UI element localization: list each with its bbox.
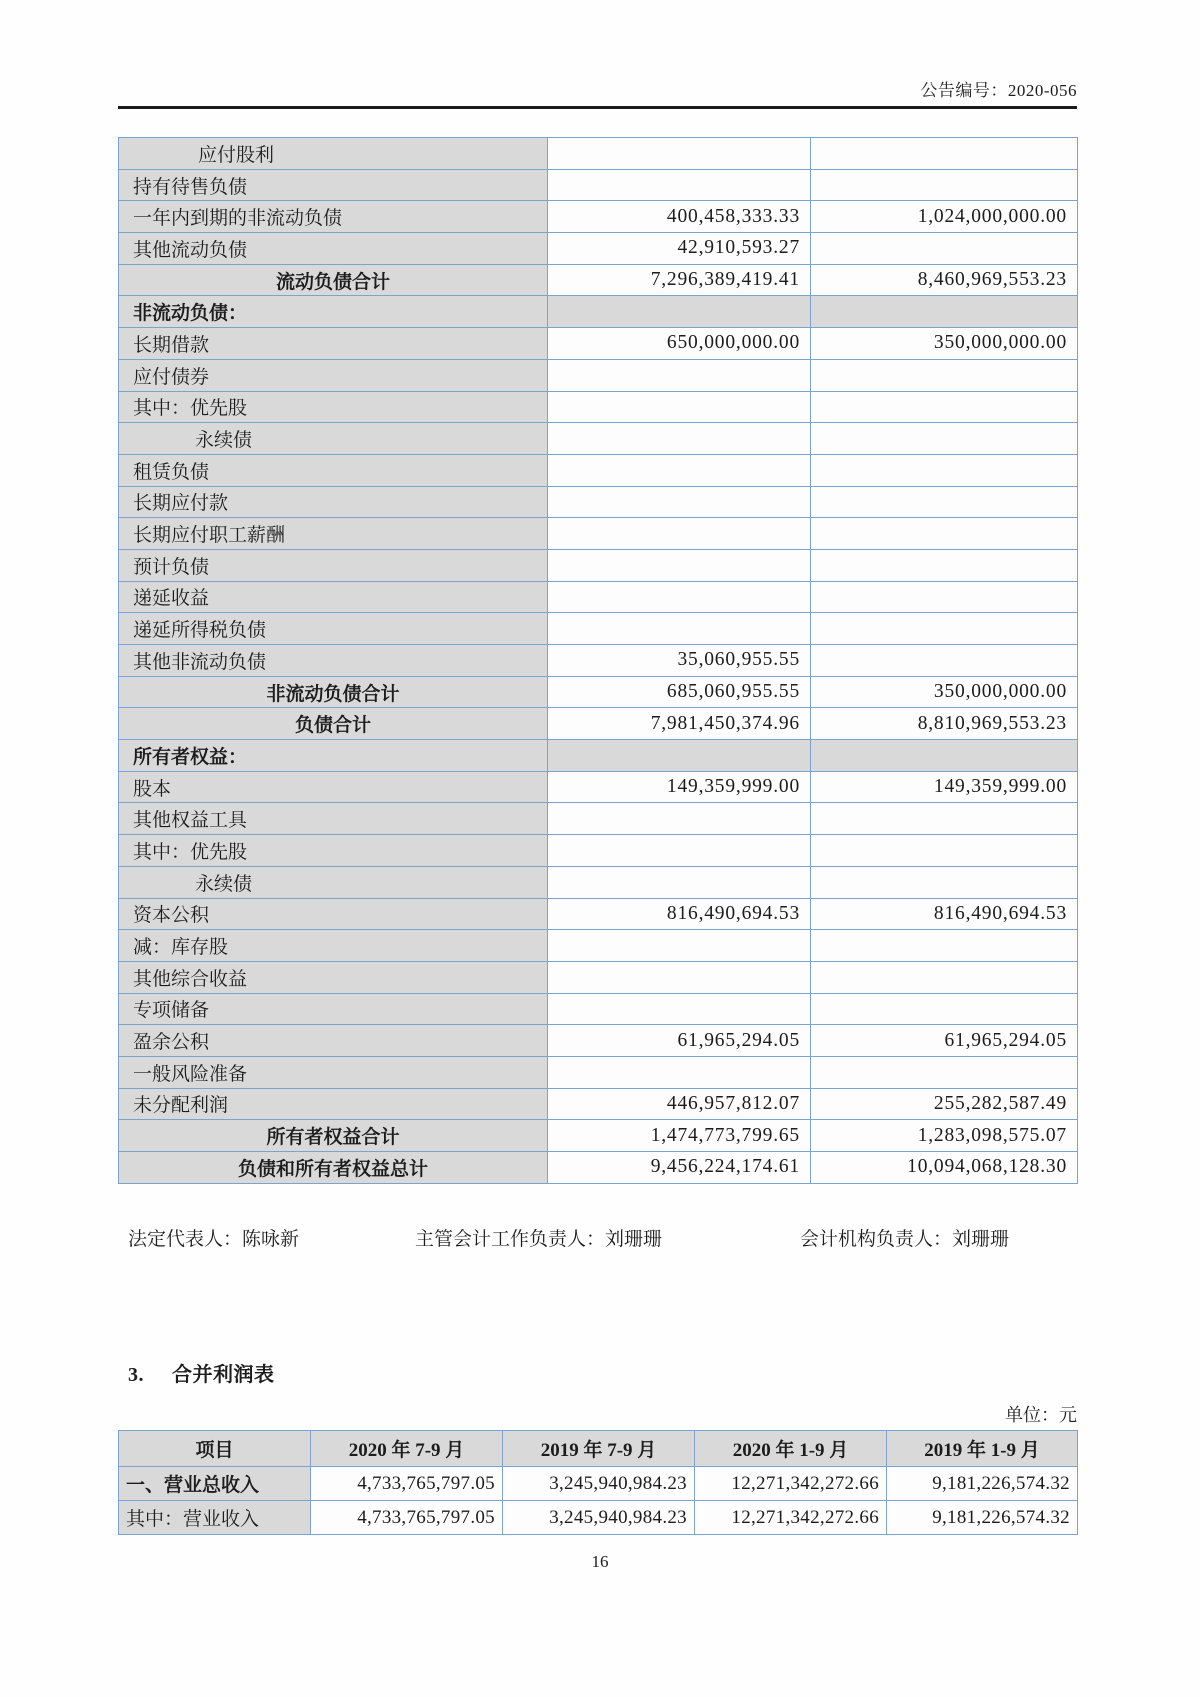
income-statement-body	[119, 1467, 1078, 1535]
value-cell	[548, 930, 811, 962]
row-label-cell: 非流动负债：	[119, 296, 548, 328]
accounting-head: 会计机构负责人：刘珊珊	[800, 1229, 1010, 1250]
value-cell: 816,490,694.53	[548, 898, 811, 930]
value-cell: 255,282,587.49	[811, 1088, 1078, 1120]
value-cell	[811, 391, 1078, 423]
row-label-cell: 所有者权益：	[119, 740, 548, 772]
value-cell	[548, 518, 811, 550]
value-cell	[548, 169, 811, 201]
balance-sheet-table	[118, 137, 1078, 1184]
value-cell: 7,981,450,374.96	[548, 708, 811, 740]
header-divider	[118, 106, 1077, 109]
value-cell	[811, 169, 1078, 201]
value-cell: 816,490,694.53	[811, 898, 1078, 930]
row-label-cell: 其他综合收益	[119, 961, 548, 993]
column-header-cell: 2020 年 7-9 月	[311, 1431, 503, 1467]
table-row	[119, 328, 1078, 360]
income-statement-header-row	[119, 1431, 1078, 1467]
value-cell	[548, 454, 811, 486]
section-heading	[128, 1358, 275, 1387]
table-row	[119, 454, 1078, 486]
value-cell	[548, 138, 811, 170]
value-cell	[811, 233, 1078, 265]
row-label-cell: 所有者权益合计	[119, 1120, 548, 1152]
section-number: 3.	[128, 1364, 144, 1386]
value-cell	[548, 961, 811, 993]
page-number: 16	[591, 1552, 609, 1571]
row-label-cell: 永续债	[119, 866, 548, 898]
value-cell: 61,965,294.05	[811, 1025, 1078, 1057]
table-row	[119, 993, 1078, 1025]
column-header-cell: 2019 年 7-9 月	[503, 1431, 695, 1467]
row-label-cell: 非流动负债合计	[119, 676, 548, 708]
row-label-cell: 递延所得税负债	[119, 613, 548, 645]
table-row	[119, 1088, 1078, 1120]
table-row	[119, 803, 1078, 835]
section-title: 合并利润表	[172, 1364, 275, 1386]
value-cell: 9,181,226,574.32	[887, 1501, 1078, 1535]
value-cell	[548, 486, 811, 518]
unit-label: 单位：元	[1005, 1405, 1077, 1425]
value-cell	[548, 296, 811, 328]
row-label-cell: 长期应付款	[119, 486, 548, 518]
value-cell: 350,000,000.00	[811, 328, 1078, 360]
row-label-cell: 一、营业总收入	[119, 1467, 311, 1501]
row-label-cell: 资本公积	[119, 898, 548, 930]
value-cell	[811, 486, 1078, 518]
table-row	[119, 835, 1078, 867]
table-row	[119, 1120, 1078, 1152]
value-cell	[548, 740, 811, 772]
income-statement-table	[118, 1430, 1078, 1535]
row-label-cell: 长期借款	[119, 328, 548, 360]
value-cell: 35,060,955.55	[548, 645, 811, 677]
table-row	[119, 708, 1078, 740]
table-row	[119, 613, 1078, 645]
value-cell: 400,458,333.33	[548, 201, 811, 233]
value-cell: 10,094,068,128.30	[811, 1152, 1078, 1184]
row-label-cell: 应付债券	[119, 359, 548, 391]
value-cell	[811, 454, 1078, 486]
value-cell	[548, 866, 811, 898]
table-row	[119, 930, 1078, 962]
value-cell	[548, 549, 811, 581]
table-row	[119, 771, 1078, 803]
value-cell	[811, 613, 1078, 645]
value-cell: 149,359,999.00	[548, 771, 811, 803]
row-label-cell: 负债和所有者权益总计	[119, 1152, 548, 1184]
row-label-cell: 其他权益工具	[119, 803, 548, 835]
value-cell: 8,460,969,553.23	[811, 264, 1078, 296]
table-row	[119, 359, 1078, 391]
value-cell: 685,060,955.55	[548, 676, 811, 708]
value-cell: 7,296,389,419.41	[548, 264, 811, 296]
row-label-cell: 一年内到期的非流动负债	[119, 201, 548, 233]
table-row	[119, 1467, 1078, 1501]
table-row	[119, 423, 1078, 455]
value-cell: 650,000,000.00	[548, 328, 811, 360]
value-cell	[811, 803, 1078, 835]
value-cell: 1,283,098,575.07	[811, 1120, 1078, 1152]
value-cell	[811, 993, 1078, 1025]
table-row	[119, 645, 1078, 677]
row-label-cell: 其中：优先股	[119, 391, 548, 423]
row-label-cell: 盈余公积	[119, 1025, 548, 1057]
value-cell	[811, 930, 1078, 962]
value-cell	[548, 581, 811, 613]
value-cell	[811, 359, 1078, 391]
table-row	[119, 1501, 1078, 1535]
table-row	[119, 1152, 1078, 1184]
announcement-number: 公告编号：2020-056	[920, 81, 1077, 100]
row-label-cell: 永续债	[119, 423, 548, 455]
value-cell: 3,245,940,984.23	[503, 1467, 695, 1501]
section-row	[119, 740, 1078, 772]
row-label-cell: 其中：营业收入	[119, 1501, 311, 1535]
table-row	[119, 961, 1078, 993]
value-cell	[811, 961, 1078, 993]
table-row	[119, 233, 1078, 265]
table-row	[119, 201, 1078, 233]
value-cell: 42,910,593.27	[548, 233, 811, 265]
table-row	[119, 486, 1078, 518]
table-row	[119, 866, 1078, 898]
value-cell: 4,733,765,797.05	[311, 1501, 503, 1535]
row-label-cell: 持有待售负债	[119, 169, 548, 201]
table-row	[119, 169, 1078, 201]
table-row	[119, 138, 1078, 170]
column-header-cell: 2020 年 1-9 月	[695, 1431, 887, 1467]
value-cell	[548, 391, 811, 423]
value-cell: 9,181,226,574.32	[887, 1467, 1078, 1501]
row-label-cell: 其他非流动负债	[119, 645, 548, 677]
table-row	[119, 518, 1078, 550]
value-cell: 61,965,294.05	[548, 1025, 811, 1057]
value-cell	[811, 296, 1078, 328]
table-row	[119, 676, 1078, 708]
value-cell	[811, 1056, 1078, 1088]
value-cell	[548, 993, 811, 1025]
column-header-cell: 2019 年 1-9 月	[887, 1431, 1078, 1467]
value-cell: 4,733,765,797.05	[311, 1467, 503, 1501]
value-cell: 1,474,773,799.65	[548, 1120, 811, 1152]
value-cell: 12,271,342,272.66	[695, 1501, 887, 1535]
table-row	[119, 391, 1078, 423]
row-label-cell: 预计负债	[119, 549, 548, 581]
value-cell	[811, 549, 1078, 581]
value-cell	[548, 835, 811, 867]
value-cell	[811, 645, 1078, 677]
table-row	[119, 1025, 1078, 1057]
value-cell	[811, 866, 1078, 898]
value-cell	[811, 138, 1078, 170]
table-row	[119, 898, 1078, 930]
value-cell: 3,245,940,984.23	[503, 1501, 695, 1535]
value-cell	[548, 1056, 811, 1088]
row-label-cell: 未分配利润	[119, 1088, 548, 1120]
value-cell: 1,024,000,000.00	[811, 201, 1078, 233]
value-cell	[811, 581, 1078, 613]
value-cell	[811, 740, 1078, 772]
value-cell: 149,359,999.00	[811, 771, 1078, 803]
section-row	[119, 296, 1078, 328]
value-cell: 12,271,342,272.66	[695, 1467, 887, 1501]
table-row	[119, 549, 1078, 581]
chief-accountant: 主管会计工作负责人：刘珊珊	[415, 1229, 663, 1250]
value-cell	[811, 835, 1078, 867]
table-row	[119, 264, 1078, 296]
row-label-cell: 递延收益	[119, 581, 548, 613]
value-cell	[548, 423, 811, 455]
row-label-cell: 应付股利	[119, 138, 548, 170]
balance-sheet-body	[119, 138, 1078, 1184]
value-cell: 446,957,812.07	[548, 1088, 811, 1120]
legal-representative: 法定代表人：陈咏新	[128, 1229, 300, 1250]
value-cell: 9,456,224,174.61	[548, 1152, 811, 1184]
row-label-cell: 其他流动负债	[119, 233, 548, 265]
column-header-cell: 项目	[119, 1431, 311, 1467]
row-label-cell: 专项储备	[119, 993, 548, 1025]
value-cell: 350,000,000.00	[811, 676, 1078, 708]
value-cell	[811, 423, 1078, 455]
row-label-cell: 其中：优先股	[119, 835, 548, 867]
row-label-cell: 长期应付职工薪酬	[119, 518, 548, 550]
row-label-cell: 一般风险准备	[119, 1056, 548, 1088]
row-label-cell: 股本	[119, 771, 548, 803]
table-row	[119, 1056, 1078, 1088]
row-label-cell: 流动负债合计	[119, 264, 548, 296]
row-label-cell: 负债合计	[119, 708, 548, 740]
row-label-cell: 租赁负债	[119, 454, 548, 486]
value-cell	[811, 518, 1078, 550]
value-cell	[548, 803, 811, 835]
value-cell	[548, 613, 811, 645]
row-label-cell: 减：库存股	[119, 930, 548, 962]
table-row	[119, 581, 1078, 613]
value-cell: 8,810,969,553.23	[811, 708, 1078, 740]
value-cell	[548, 359, 811, 391]
